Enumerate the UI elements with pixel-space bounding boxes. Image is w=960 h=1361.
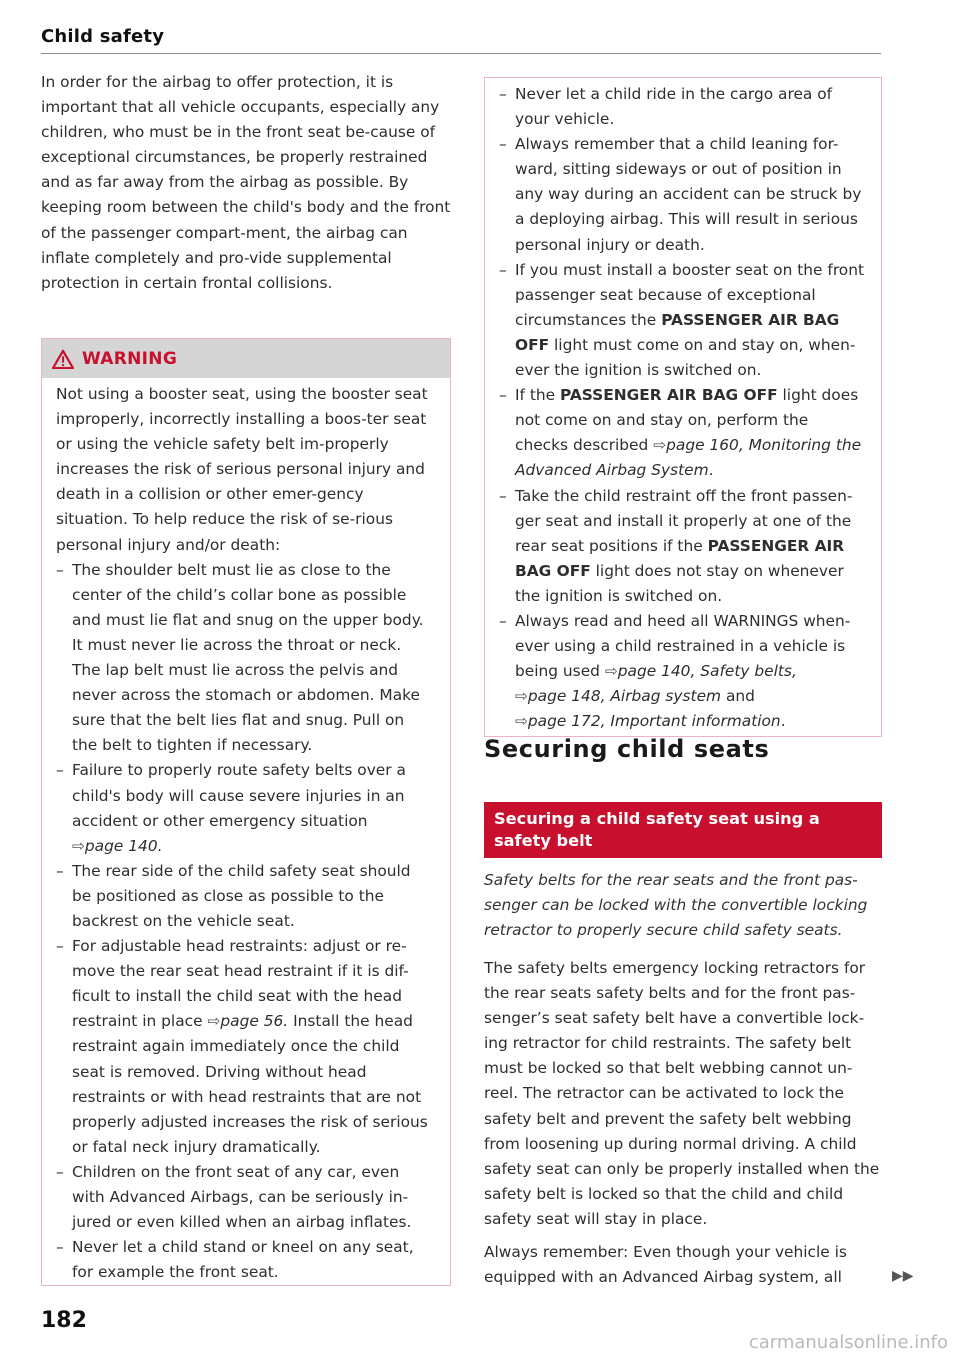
- warning-list: [56, 558, 434, 1286]
- page-reference-link[interactable]: page 160, Monitoring the Advanced Airbag System: [515, 436, 862, 480]
- watermark: carmanualsonline.info: [748, 1332, 948, 1353]
- page-number: 182: [41, 1308, 87, 1333]
- indicator-name: PASSENGER AIR BAG OFF: [515, 310, 840, 354]
- warning-item: – Children on the front seat of any car, even with Advanced Airbags, can be seriously in-jured or even killed when an airbag inflates.: [56, 1160, 434, 1235]
- left-column: [41, 70, 453, 296]
- warning-box: [41, 338, 451, 1286]
- warning-item: – Take the child restraint off the front passen-ger seat and install it properly at one of the rear seat positions if the PASSENGER AIR BAG OFF light does not stay on whenever the ignition is switched on.: [499, 484, 865, 609]
- subsection-intro: Safety belts for the rear seats and the front pas-senger can be locked with the convertible locking retractor to properly secure child safety seats.: [484, 871, 868, 940]
- arrow-icon: ⇨: [653, 436, 667, 455]
- warning-body: [42, 378, 450, 1285]
- body-paragraph: The safety belts emergency locking retractors for the rear seats safety belts and for the front pas-senger’s seat safety belt have a convertible lock-ing retractor for child restraints. The safety belt must be locked so that belt webbing cannot un-reel. The retractor can be activated to lock the safety belt and prevent the safety belt webbing from loosening up during normal driving. A child safety seat can only be properly installed when the safety belt is locked so that the child and child safety seat will stay in place.: [484, 959, 880, 1228]
- section-heading: Securing child seats: [484, 735, 770, 763]
- warning-item: – Never let a child ride in the cargo area of your vehicle.: [499, 82, 865, 132]
- arrow-icon: ⇨: [207, 1012, 221, 1031]
- warning-triangle-icon: [52, 349, 74, 369]
- warning-item: – If you must install a booster seat on the front passenger seat because of exceptional circumstances the PASSENGER AIR BAG OFF light must come on and stay on, when-ever the ignition is switched on.: [499, 258, 865, 383]
- subsection-heading: Securing a child safety seat using a safety belt: [484, 802, 882, 858]
- page-reference-link[interactable]: page 172, Important information: [527, 712, 781, 731]
- warning-continuation-box: [484, 77, 882, 737]
- warning-item: – Never let a child stand or kneel on any seat, for example the front seat.: [56, 1235, 434, 1285]
- warning-item: – Failure to properly route safety belts over a child's body will cause severe injuries in an accident or other emergency situation ⇨page 140.: [56, 758, 434, 858]
- warning-item: – If the PASSENGER AIR BAG OFF light does not come on and stay on, perform the checks described ⇨page 160, Monitoring the Advanced Airbag System.: [499, 383, 865, 483]
- arrow-icon: ⇨: [604, 662, 618, 681]
- page-reference-link[interactable]: page 148, Airbag system: [527, 687, 722, 706]
- arrow-icon: ⇨: [72, 836, 85, 855]
- warning-continuation-list: [499, 82, 865, 734]
- page-reference-link[interactable]: page 140, Safety belts,: [617, 662, 797, 681]
- indicator-name: PASSENGER AIR BAG OFF: [560, 386, 778, 405]
- arrow-icon: ⇨: [515, 687, 528, 706]
- warning-item: – For adjustable head restraints: adjust or re-move the rear seat head restraint if it is dif-ficult to install the child seat with the head restraint in place ⇨page 56. Install the head restraint again immediately once the child seat is removed. Driving without head restraints or with head restraints that are not properly adjusted increases the risk of serious or fatal neck injury dramatically.: [56, 934, 434, 1160]
- body-paragraph: Always remember: Even though your vehicle is equipped with an Advanced Airbag system, all: [484, 1243, 847, 1287]
- indicator-name: PASSENGER AIR BAG OFF: [515, 536, 845, 580]
- header-divider: [41, 53, 881, 54]
- warning-item: – The shoulder belt must lie as close to the center of the child’s collar bone as possible and must lie flat and snug on the upper body. It must never lie across the throat or neck. The lap belt must lie across the pelvis and never across the stomach or abdomen. Make sure that the belt lies flat and snug. Pull on the belt to tighten if necessary.: [56, 558, 434, 759]
- warning-label: WARNING: [82, 348, 178, 369]
- page-reference-link[interactable]: page 140.: [84, 836, 163, 855]
- page-header-title: Child safety: [41, 26, 165, 47]
- warning-header: [42, 339, 450, 378]
- arrow-icon: ⇨: [515, 712, 528, 731]
- intro-paragraph: In order for the airbag to offer protection, it is important that all vehicle occupants, especially any children, who must be in the front seat be-cause of exceptional circumstances, be properly restrained and as far away from the airbag as possible. By keeping room between the child's body and the front of the passenger compart-ment, the airbag can inflate completely and pro-vide supplemental protection in certain frontal collisions.: [41, 73, 451, 292]
- page-reference-link[interactable]: page 56.: [220, 1012, 289, 1031]
- warning-item: – Always remember that a child leaning for-ward, sitting sideways or out of position in any way during an accident can be struck by a deploying airbag. This will result in serious personal injury or death.: [499, 132, 865, 257]
- continue-arrow-icon: ▶▶: [892, 1268, 914, 1284]
- warning-item: – Always read and heed all WARNINGS when-ever using a child restrained in a vehicle is being used ⇨page 140, Safety belts, ⇨page 148, Airbag system and ⇨page 172, Important information.: [499, 609, 865, 734]
- warning-item: – The rear side of the child safety seat should be positioned as close as possible to the backrest on the vehicle seat.: [56, 859, 434, 934]
- warning-lead: Not using a booster seat, using the booster seat improperly, incorrectly installing a boos-ter seat or using the vehicle safety belt im-properly increases the risk of serious personal injury and death in a collision or other emer-gency situation. To help reduce the risk of se-rious personal injury and/or death:: [56, 385, 428, 554]
